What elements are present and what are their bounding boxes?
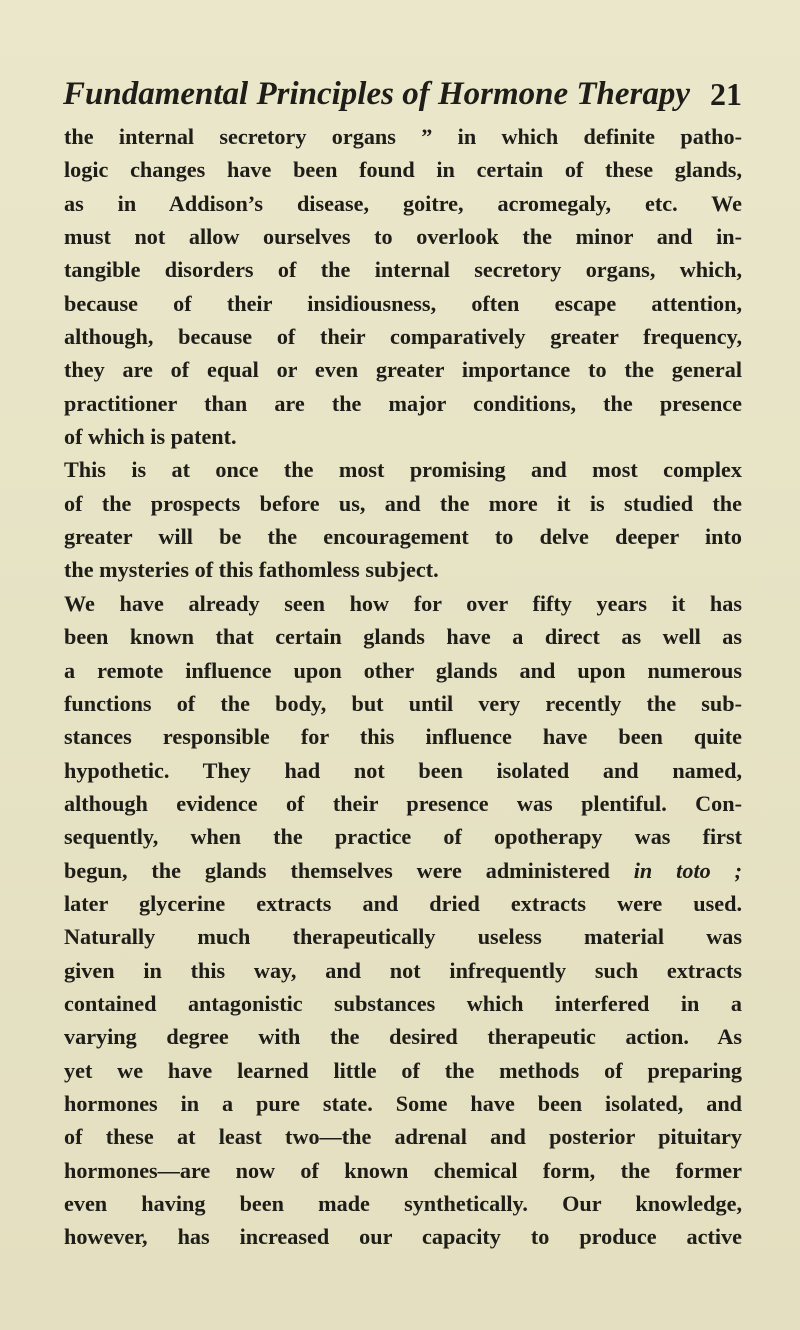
- text-line: This is at once the most promising and most complex: [64, 457, 742, 483]
- text-line: sequently, when the practice of opotherapy was first: [64, 824, 742, 850]
- text-line: the mysteries of this fathomless subject.: [64, 557, 439, 583]
- text-segment: begun, the glands themselves were administered: [64, 857, 610, 883]
- text-line: hormones—are now of known chemical form, the former: [64, 1157, 742, 1183]
- text-line: the internal secretory organs ” in which definite patho-: [64, 124, 742, 149]
- text-line: been known that certain glands have a direct as well as: [64, 624, 742, 650]
- text-line: tangible disorders of the internal secretory organs, which,: [64, 257, 742, 283]
- text-line: as in Addison’s disease, goitre, acromegaly, etc. We: [64, 190, 742, 216]
- text-line: a remote influence upon other glands and upon numerous: [64, 657, 742, 683]
- text-line: stances responsible for this influence have been quite: [64, 724, 742, 750]
- text-line: even having been made synthetically. Our knowledge,: [64, 1191, 742, 1216]
- text-line: hormones in a pure state. Some have been isolated, and: [64, 1090, 742, 1116]
- text-line: Naturally much therapeutically useless material was: [64, 924, 742, 950]
- running-title: Fundamental Principles of Hormone Therapy: [63, 76, 691, 112]
- page-number: 21: [710, 76, 742, 112]
- text-line: because of their insidiousness, often escape attention,: [64, 290, 742, 316]
- text-line: varying degree with the desired therapeutic action. As: [64, 1024, 742, 1050]
- text-line: later glycerine extracts and dried extracts were used.: [64, 890, 742, 916]
- italic-phrase: in toto ;: [633, 857, 742, 883]
- text-line: [64, 854, 742, 887]
- text-line: of the prospects before us, and the more it is studied the: [64, 490, 742, 516]
- text-line: functions of the body, but until very recently the sub-: [64, 690, 742, 716]
- text-line: yet we have learned little of the methods of preparing: [64, 1057, 742, 1083]
- text-line: however, has increased our capacity to produce active: [64, 1224, 742, 1250]
- page-header: [63, 72, 742, 116]
- text-line: of which is patent.: [64, 424, 237, 450]
- text-line: of these at least two—the adrenal and posterior pituitary: [64, 1124, 742, 1150]
- text-line: practitioner than are the major conditions, the presence: [64, 390, 742, 416]
- text-line: contained antagonistic substances which interfered in a: [64, 990, 742, 1016]
- text-line: We have already seen how for over fifty years it has: [64, 590, 742, 616]
- text-line: hypothetic. They had not been isolated and named,: [64, 757, 742, 783]
- text-line: must not allow ourselves to overlook the minor and in-: [64, 224, 742, 250]
- text-line: given in this way, and not infrequently such extracts: [64, 957, 742, 983]
- body-text: [64, 120, 742, 1254]
- text-line: logic changes have been found in certain of these glands,: [64, 157, 742, 183]
- text-line: they are of equal or even greater importance to the general: [64, 357, 742, 383]
- text-line: greater will be the encouragement to delve deeper into: [64, 524, 742, 550]
- text-line: although, because of their comparatively greater frequency,: [64, 324, 742, 350]
- text-line: although evidence of their presence was plentiful. Con-: [64, 790, 742, 816]
